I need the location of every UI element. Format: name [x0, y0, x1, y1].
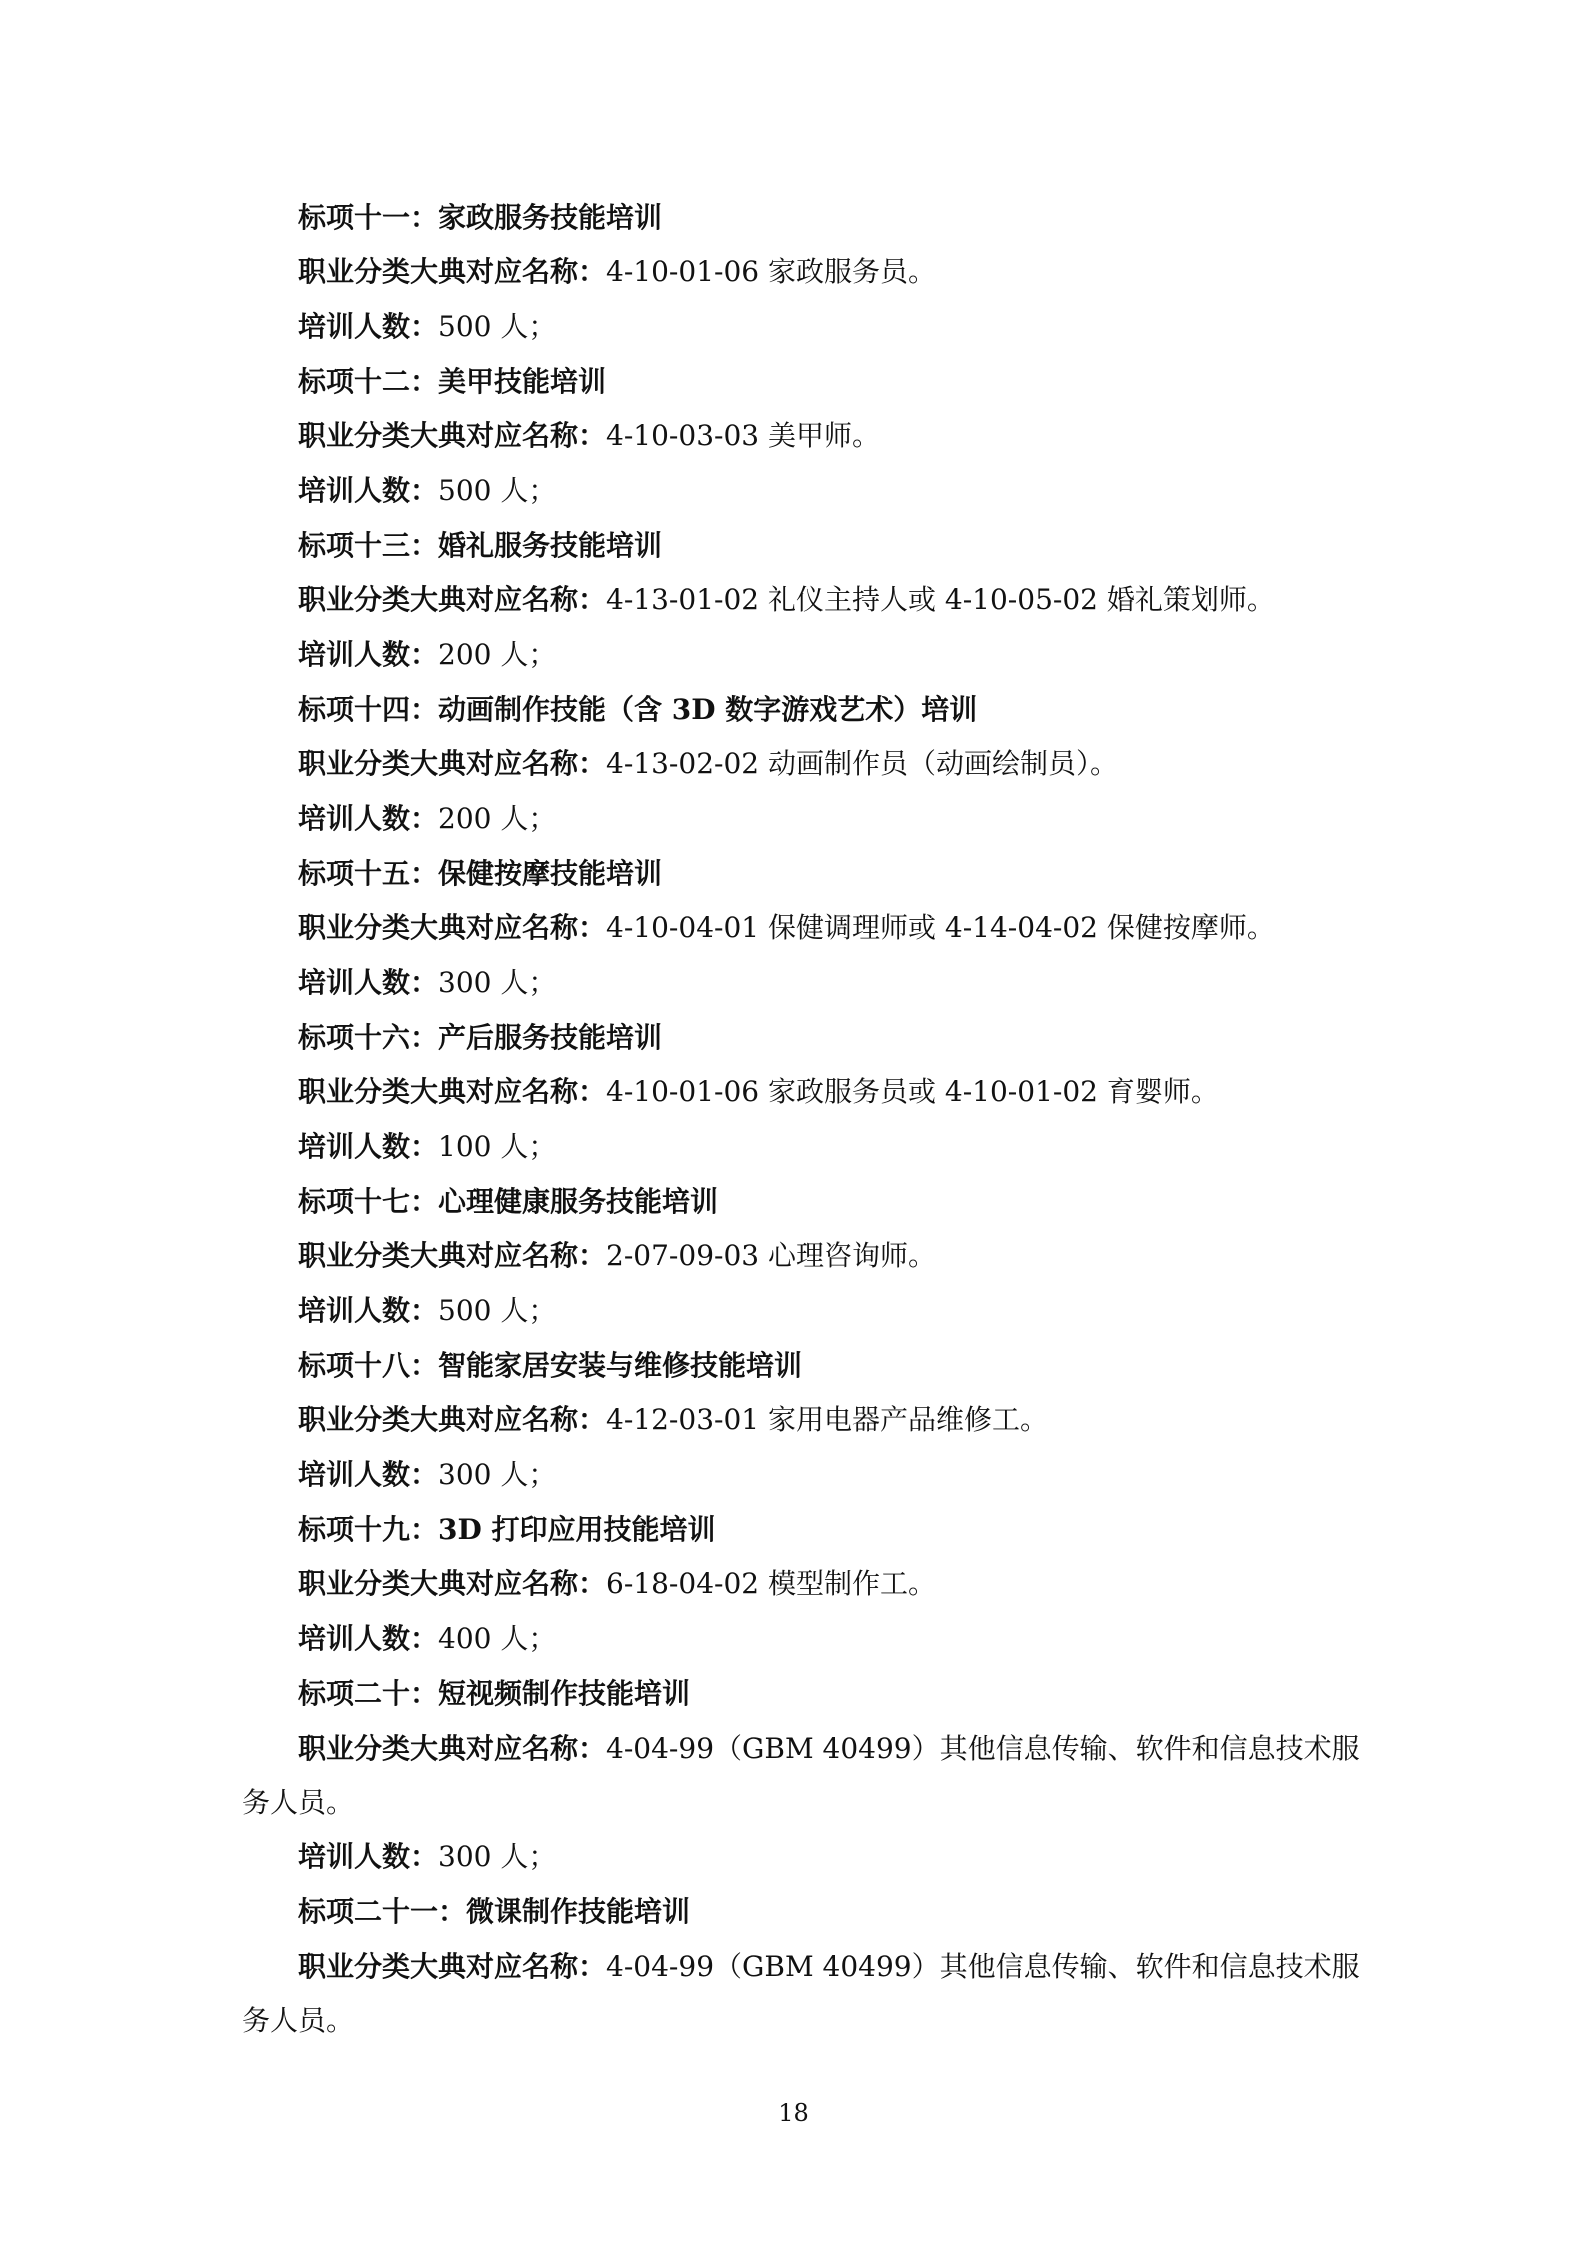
occupation-line: 职业分类大典对应名称：4-10-04-01 保健调理师或 4-14-04-02 保健按摩师。 — [298, 911, 1275, 944]
trainee-count-line: 培训人数：100 人； — [298, 1130, 557, 1163]
trainee-count-line: 培训人数：500 人； — [298, 474, 557, 507]
section-title: 标项十四：动画制作技能（含 3D 数字游戏艺术）培训 — [298, 693, 978, 726]
trainee-count-line: 培训人数：200 人； — [298, 802, 557, 835]
trainee-count-line: 培训人数：500 人； — [298, 1294, 557, 1327]
section-title: 标项十二：美甲技能培训 — [298, 365, 607, 398]
occupation-line: 职业分类大典对应名称：4-04-99（GBM 40499）其他信息传输、软件和信息技术服务人员。 — [242, 1732, 1360, 1819]
trainee-count-line: 培训人数：300 人； — [298, 1458, 557, 1491]
section-title: 标项十一：家政服务技能培训 — [298, 201, 663, 234]
section-title: 标项十八：智能家居安装与维修技能培训 — [298, 1349, 803, 1382]
section-title: 标项二十：短视频制作技能培训 — [298, 1677, 691, 1710]
trainee-count-line: 培训人数：500 人； — [298, 310, 557, 343]
section-title: 标项十六：产后服务技能培训 — [298, 1021, 663, 1054]
section-title: 标项十七：心理健康服务技能培训 — [298, 1185, 719, 1218]
trainee-count-line: 培训人数：300 人； — [298, 1840, 557, 1873]
occupation-line: 职业分类大典对应名称：4-12-03-01 家用电器产品维修工。 — [298, 1403, 1049, 1436]
occupation-line: 职业分类大典对应名称：4-10-03-03 美甲师。 — [298, 419, 881, 452]
section-title: 标项十五：保健按摩技能培训 — [298, 857, 663, 890]
occupation-line: 职业分类大典对应名称：4-10-01-06 家政服务员。 — [298, 255, 937, 288]
occupation-line: 职业分类大典对应名称：2-07-09-03 心理咨询师。 — [298, 1239, 937, 1272]
trainee-count-line: 培训人数：300 人； — [298, 966, 557, 999]
page-number: 18 — [778, 2099, 809, 2127]
occupation-line: 职业分类大典对应名称：4-13-01-02 礼仪主持人或 4-10-05-02 婚礼策划师。 — [298, 583, 1275, 616]
occupation-line: 职业分类大典对应名称：4-13-02-02 动画制作员（动画绘制员）。 — [298, 747, 1119, 780]
trainee-count-line: 培训人数：200 人； — [298, 638, 557, 671]
trainee-count-line: 培训人数：400 人； — [298, 1622, 557, 1655]
section-title: 标项十三：婚礼服务技能培训 — [298, 529, 663, 562]
occupation-line: 职业分类大典对应名称：6-18-04-02 模型制作工。 — [298, 1567, 937, 1600]
section-title: 标项十九：3D 打印应用技能培训 — [298, 1513, 716, 1546]
section-title: 标项二十一：微课制作技能培训 — [298, 1895, 691, 1928]
occupation-line: 职业分类大典对应名称：4-10-01-06 家政服务员或 4-10-01-02 育婴师。 — [298, 1075, 1219, 1108]
occupation-line: 职业分类大典对应名称：4-04-99（GBM 40499）其他信息传输、软件和信息技术服务人员。 — [242, 1950, 1360, 2037]
